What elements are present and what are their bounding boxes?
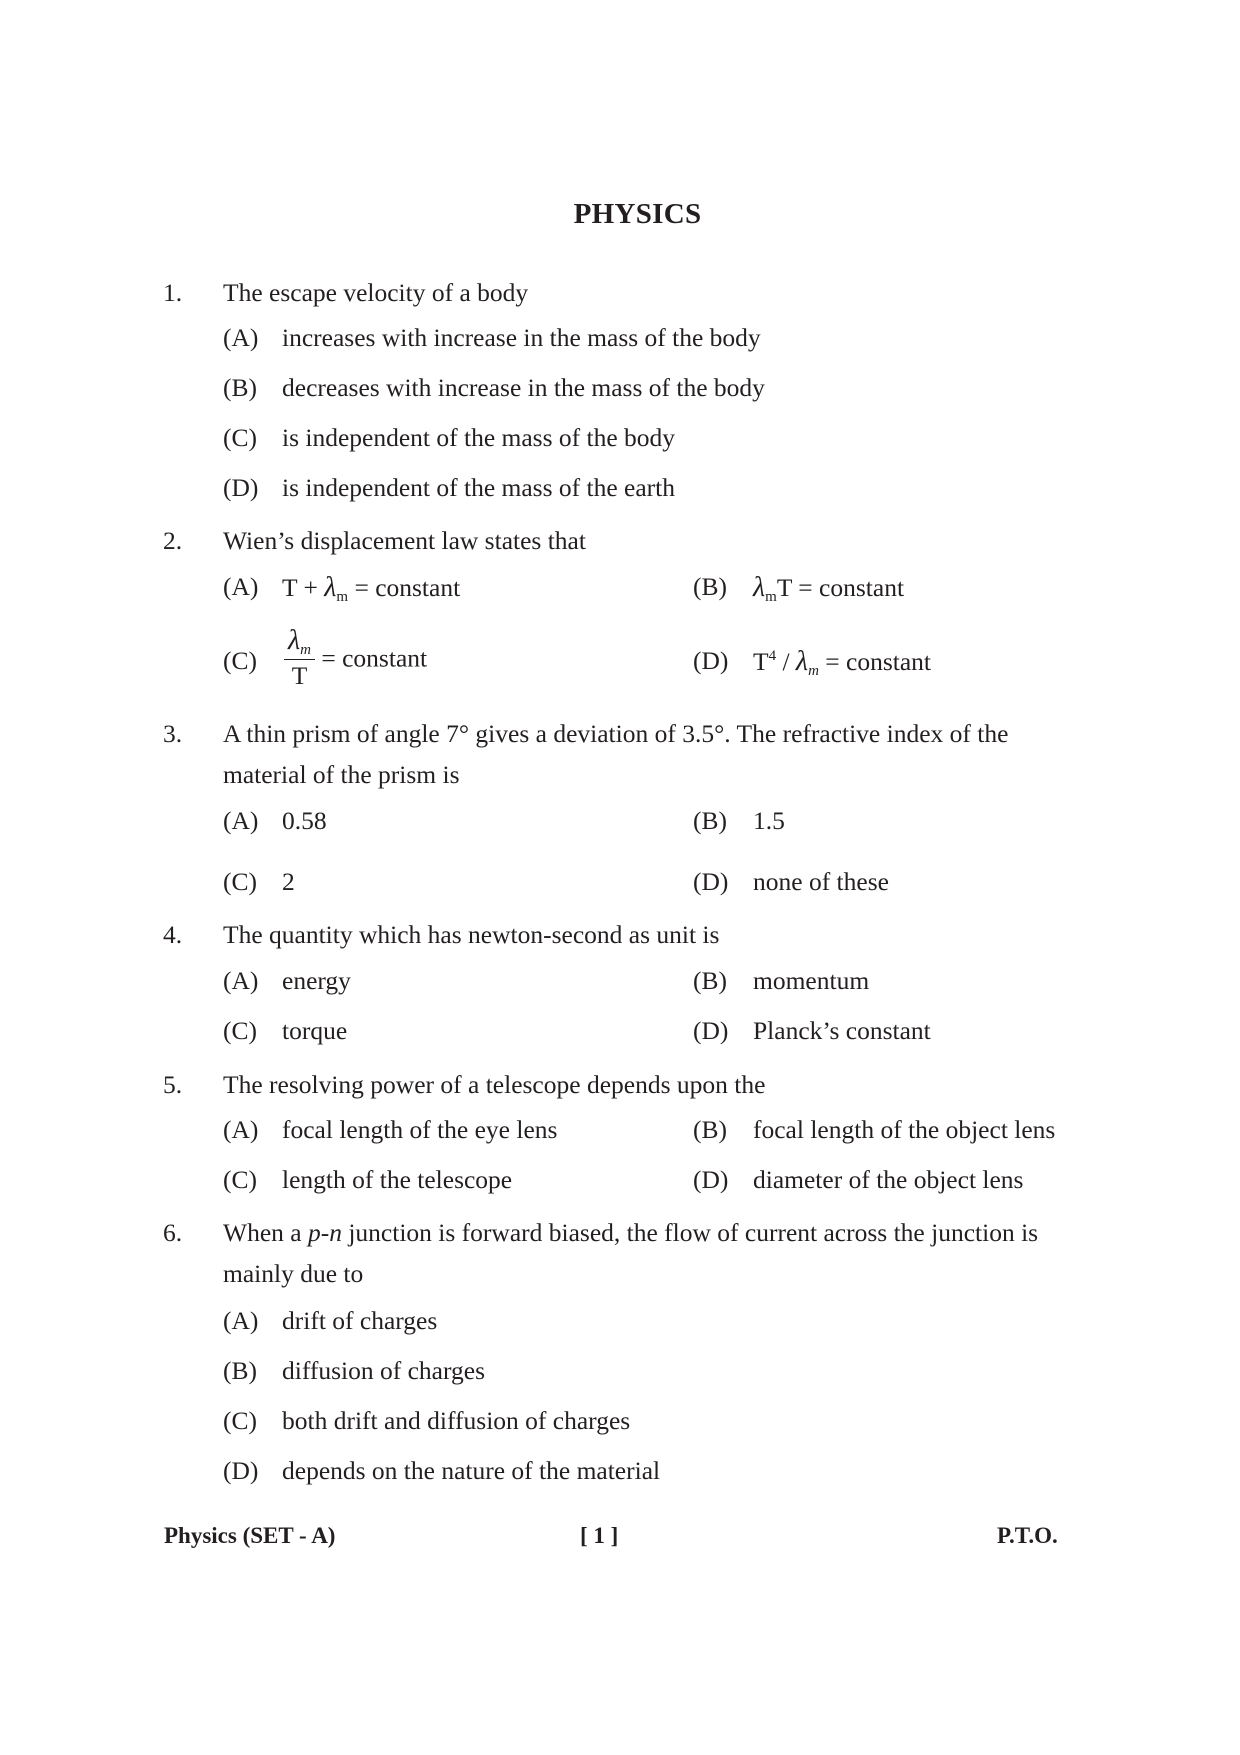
option-text: diffusion of charges — [282, 1356, 486, 1385]
option-label: (D) — [693, 1165, 729, 1194]
option-label: (C) — [223, 423, 257, 452]
option-text: is independent of the mass of the body — [282, 423, 676, 452]
question-text: The escape velocity of a body — [223, 278, 529, 307]
option-label: (C) — [223, 1165, 257, 1194]
option-text: is independent of the mass of the earth — [282, 473, 676, 502]
option-label: (C) — [223, 1016, 257, 1045]
question-number: 6. — [163, 1218, 183, 1247]
option-label: (C) — [223, 1406, 257, 1435]
option-text: 0.58 — [282, 806, 327, 835]
option-text: torque — [282, 1016, 348, 1045]
question-text: The quantity which has newton-second as unit is — [223, 920, 720, 949]
footer-subject-set: Physics (SET - A) — [164, 1523, 336, 1548]
option-label: (B) — [693, 966, 727, 995]
option-text: drift of charges — [282, 1306, 438, 1335]
option-text: length of the telescope — [282, 1165, 513, 1194]
fraction: $\frac{\lambda_m}{T}$ — [284, 627, 315, 689]
option-label: (D) — [223, 473, 259, 502]
option-label: (D) — [693, 646, 729, 675]
question-number: 2. — [163, 526, 183, 555]
option-label: (D) — [693, 1016, 729, 1045]
question-number: 5. — [163, 1070, 183, 1099]
question-text: A thin prism of angle 7° gives a deviation of 3.5°. The refractive index of the material of the prism is — [223, 719, 1009, 789]
formula-2c: $\frac{\lambda_m}{T}$ = constant — [284, 630, 427, 692]
formula-2a: $T + \lambda_m$ = constant — [282, 572, 461, 605]
option-label: (A) — [223, 806, 259, 835]
option-label: (A) — [223, 572, 259, 601]
option-text: momentum — [753, 966, 870, 995]
option-label: (B) — [693, 572, 727, 601]
option-label: (B) — [223, 373, 257, 402]
option-text: decreases with increase in the mass of the body — [282, 373, 765, 402]
question-text: The resolving power of a telescope depends upon the — [223, 1070, 766, 1099]
option-text: 1.5 — [753, 806, 785, 835]
option-label: (B) — [223, 1356, 257, 1385]
question-number: 1. — [163, 278, 183, 307]
formula-2b: $\lambda_mT$ = constant — [753, 572, 905, 605]
page-title: PHYSICS — [573, 198, 702, 230]
option-text: both drift and diffusion of charges — [282, 1406, 631, 1435]
option-text: increases with increase in the mass of the body — [282, 323, 761, 352]
question-text: Wien’s displacement law states that — [223, 526, 586, 555]
option-label: (C) — [223, 867, 257, 896]
option-text: focal length of the object lens — [753, 1115, 1056, 1144]
formula-2d: $T^4 / \lambda_m$ = constant — [753, 646, 932, 679]
option-label: (D) — [693, 867, 729, 896]
footer-pto: P.T.O. — [997, 1523, 1058, 1548]
option-label: (B) — [693, 806, 727, 835]
option-label: (D) — [223, 1456, 259, 1485]
option-text: energy — [282, 966, 351, 995]
option-label: (A) — [223, 1115, 259, 1144]
footer-page-number: [ 1 ] — [580, 1523, 619, 1548]
option-text: none of these — [753, 867, 889, 896]
option-label: (A) — [223, 966, 259, 995]
question-number: 4. — [163, 920, 183, 949]
question-number: 3. — [163, 719, 183, 748]
question-text: When a p-n junction is forward biased, the flow of current across the junction is mainly due to — [223, 1218, 1039, 1288]
option-text: diameter of the object lens — [753, 1165, 1024, 1194]
option-text: 2 — [282, 867, 295, 896]
option-label: (A) — [223, 1306, 259, 1335]
option-text: Planck’s constant — [753, 1016, 931, 1045]
option-label: (A) — [223, 323, 259, 352]
option-label: (B) — [693, 1115, 727, 1144]
option-text: depends on the nature of the material — [282, 1456, 661, 1485]
option-label: (C) — [223, 646, 257, 675]
option-text: focal length of the eye lens — [282, 1115, 558, 1144]
